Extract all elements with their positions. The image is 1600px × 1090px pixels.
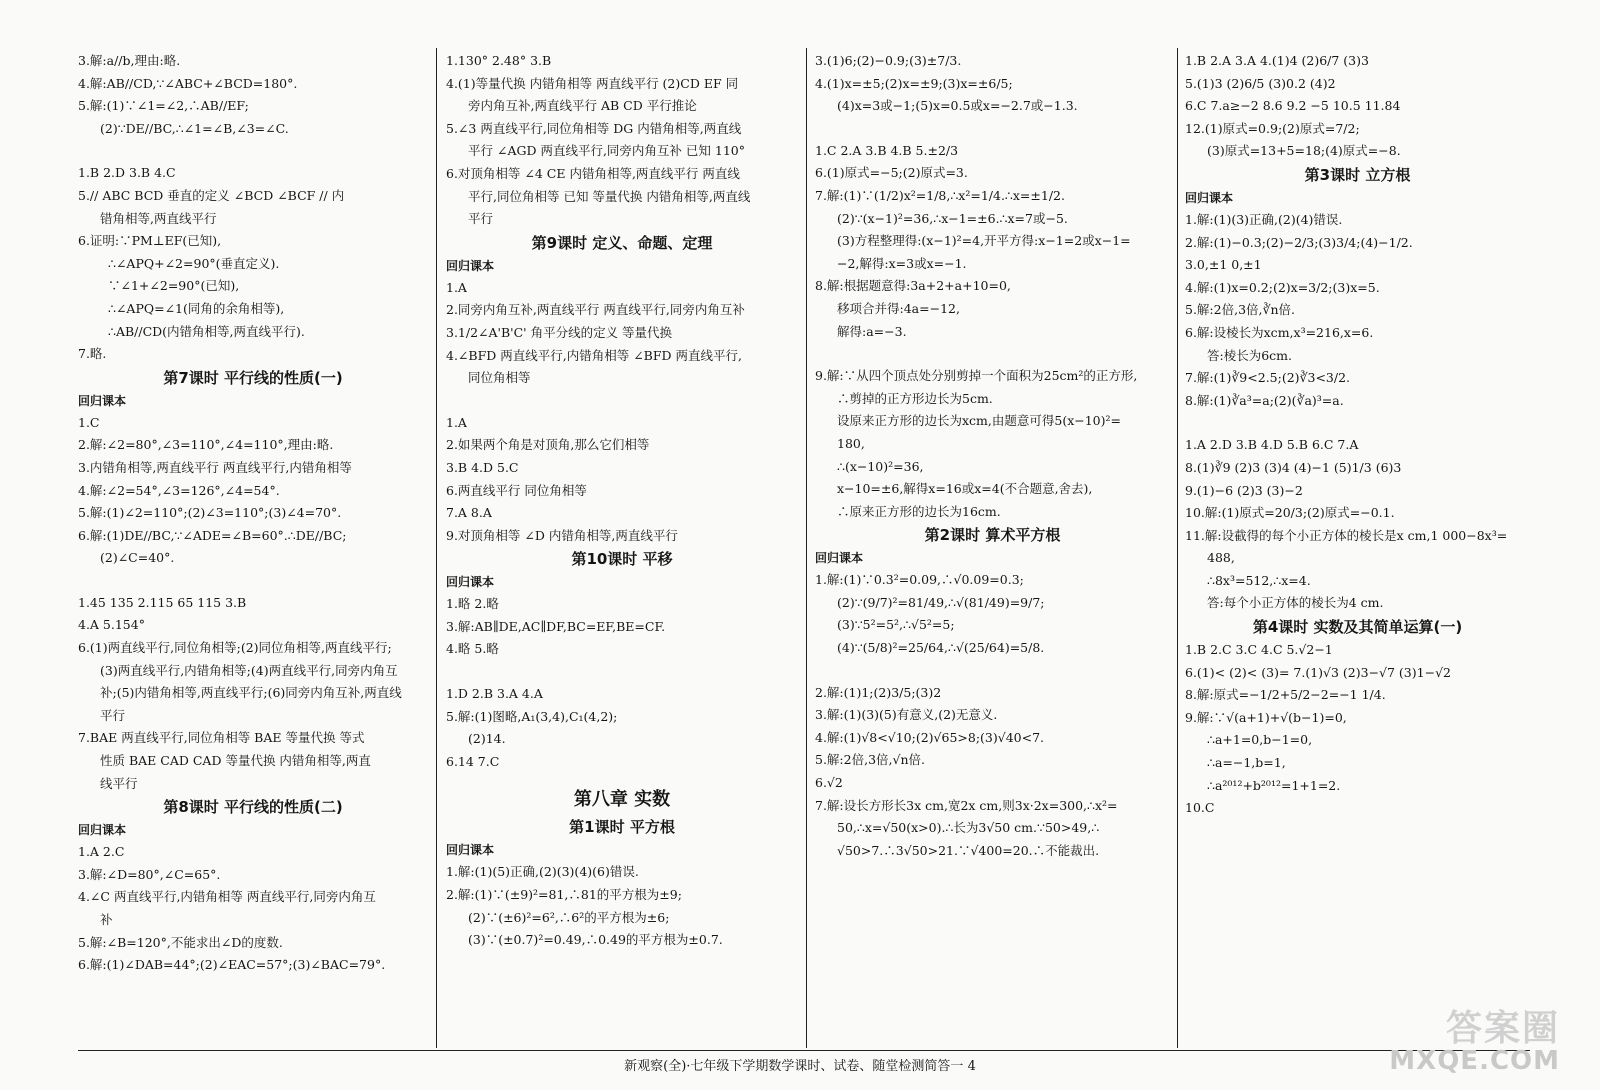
lesson-heading: 第7课时 平行线的性质(一) bbox=[163, 368, 343, 387]
answer-line: 1.B 2.D 3.B 4.C bbox=[78, 165, 176, 181]
spacer bbox=[1185, 412, 1530, 434]
answer-line: 7.解:设长方形长3x cm,宽2x cm,则3x·2x=300,∴x²= bbox=[815, 797, 1118, 813]
answer-line: 移项合并得:4a=−12, bbox=[837, 300, 960, 316]
answer-line: 解得:a=−3. bbox=[837, 323, 907, 339]
spacer bbox=[815, 660, 1170, 682]
answer-line: 3.解:∠D=80°,∠C=65°. bbox=[78, 866, 221, 882]
lesson-heading: 第3课时 立方根 bbox=[1304, 165, 1411, 184]
answer-line: 设原来正方形的边长为xcm,由题意可得5(x−10)²= bbox=[837, 413, 1121, 429]
answer-line: 1.A bbox=[446, 414, 467, 430]
section-label: 回归课本 bbox=[446, 843, 495, 858]
answer-line: 4.∠BFD 两直线平行,内错角相等 ∠BFD 两直线平行, bbox=[446, 347, 743, 363]
answer-line: 3.内错角相等,两直线平行 两直线平行,内错角相等 bbox=[78, 459, 352, 475]
answer-line: 5.(1)3 (2)6/5 (3)0.2 (4)2 bbox=[1185, 75, 1336, 91]
answer-line: 4.(1)等量代换 内错角相等 两直线平行 (2)CD EF 同 bbox=[446, 75, 739, 91]
lesson-heading: 第9课时 定义、命题、定理 bbox=[531, 233, 713, 252]
answer-line: 1.略 2.略 bbox=[446, 596, 499, 612]
answer-line: 4.∠C 两直线平行,内错角相等 两直线平行,同旁内角互 bbox=[78, 889, 376, 905]
answer-line: ∴a=−1,b=1, bbox=[1207, 755, 1286, 771]
answer-line: 答:每个小正方体的棱长为4 cm. bbox=[1207, 595, 1384, 611]
answer-line: (2)∵(9/7)²=81/49,∴√(81/49)=9/7; bbox=[837, 594, 1045, 610]
section-label: 回归课本 bbox=[446, 258, 495, 273]
answer-line: 6.√2 bbox=[815, 775, 843, 791]
answer-line: ∴(x−10)²=36, bbox=[837, 458, 924, 474]
answer-line: 2.解:(1)−0.3;(2)−2/3;(3)3/4;(4)−1/2. bbox=[1185, 234, 1413, 250]
answer-line: 5.解:(1)∵∠1=∠2,∴AB//EF; bbox=[78, 98, 249, 114]
answer-line: 7.略. bbox=[78, 346, 107, 362]
answer-line: 2.解:∠2=80°,∠3=110°,∠4=110°,理由:略. bbox=[78, 437, 334, 453]
lesson-heading: 第10课时 平移 bbox=[571, 550, 673, 569]
answer-line: x−10=±6,解得x=16或x=4(不合题意,舍去), bbox=[837, 481, 1093, 497]
answer-line: 1.A 2.C bbox=[78, 844, 125, 860]
answer-line: 50,∴x=√50(x>0).∴长为3√50 cm.∵50>49,∴ bbox=[837, 820, 1100, 836]
answer-line: 5.解:2倍,3倍,√n倍. bbox=[815, 752, 925, 768]
answer-line: (2)∵(x−1)²=36,∴x−1=±6.∴x=7或−5. bbox=[837, 210, 1068, 226]
answer-line: 平行 bbox=[468, 211, 494, 227]
answer-line: 3.(1)6;(2)−0.9;(3)±7/3. bbox=[815, 53, 962, 68]
answer-line: 6.两直线平行 同位角相等 bbox=[446, 482, 587, 498]
answer-line: 1.解:(1)(3)正确,(2)(4)错误. bbox=[1185, 211, 1343, 227]
answer-line: 3.1/2∠A'B'C' 角平分线的定义 等量代换 bbox=[446, 324, 673, 340]
answer-line: 1.A 2.D 3.B 4.D 5.B 6.C 7.A bbox=[1185, 437, 1359, 453]
answer-line: 9.解:∵从四个顶点处分别剪掉一个面积为25cm²的正方形, bbox=[815, 368, 1138, 384]
answer-line: 9.解:∵√(a+1)+√(b−1)=0, bbox=[1185, 709, 1347, 725]
answer-line: 平行 ∠AGD 两直线平行,同旁内角互补 已知 110° bbox=[468, 143, 745, 159]
answer-line: ∴∠APQ+∠2=90°(垂直定义). bbox=[108, 255, 280, 271]
column-2 bbox=[446, 50, 798, 1045]
answer-line: 4.A 5.154° bbox=[78, 617, 145, 633]
answer-line: 5.// ABC BCD 垂直的定义 ∠BCD ∠BCF // 内 bbox=[78, 187, 345, 203]
answer-line: ∵∠1+∠2=90°(已知), bbox=[108, 278, 240, 294]
answer-line: 4.解:AB//CD,∵∠ABC+∠BCD=180°. bbox=[78, 75, 298, 91]
page-footer: 新观察(全)·七年级下学期数学课时、试卷、随堂检测简答一 4 bbox=[624, 1059, 976, 1074]
answer-line: ∴AB//CD(内错角相等,两直线平行). bbox=[108, 323, 305, 339]
answer-line: 线平行 bbox=[100, 775, 138, 791]
answer-line: 10.解:(1)原式=20/3;(2)原式=−0.1. bbox=[1185, 505, 1395, 521]
answer-line: 488, bbox=[1207, 550, 1235, 566]
answer-line: ∴∠APQ=∠1(同角的余角相等), bbox=[108, 300, 285, 316]
answer-line: 9.对顶角相等 ∠D 内错角相等,两直线平行 bbox=[446, 527, 678, 543]
answer-line: 7.解:(1)∛9<2.5;(2)∛3<3/2. bbox=[1185, 370, 1351, 386]
spacer bbox=[815, 343, 1170, 365]
answer-line: 7.BAE 两直线平行,同位角相等 BAE 等量代换 等式 bbox=[78, 730, 365, 746]
answer-line: 答:棱长为6cm. bbox=[1207, 347, 1292, 363]
watermark-logo: 答案圈 bbox=[1445, 1008, 1560, 1049]
answer-line: 4.解:∠2=54°,∠3=126°,∠4=54°. bbox=[78, 482, 280, 498]
answer-line: 8.解:原式=−1/2+5/2−2=−1 1/4. bbox=[1185, 687, 1386, 703]
answer-line: 3.0,±1 0,±1 bbox=[1185, 257, 1262, 273]
spacer bbox=[78, 570, 428, 592]
answer-line: ∴原来正方形的边长为16cm. bbox=[837, 503, 1001, 519]
answer-line: 4.解:(1)√8<√10;(2)√65>8;(3)√40<7. bbox=[815, 729, 1045, 745]
answer-line: ∴剪掉的正方形边长为5cm. bbox=[837, 390, 993, 406]
answer-line: 1.45 135 2.115 65 115 3.B bbox=[78, 594, 247, 610]
answer-line: (3)∵(±0.7)²=0.49,∴0.49的平方根为±0.7. bbox=[468, 932, 723, 948]
answer-line: 错角相等,两直线平行 bbox=[100, 210, 217, 226]
spacer bbox=[446, 773, 798, 785]
column-1 bbox=[78, 50, 428, 1045]
answer-line: 10.C bbox=[1185, 800, 1215, 816]
column-divider bbox=[806, 48, 807, 1048]
answer-line: 3.解:a//b,理由:略. bbox=[78, 53, 181, 68]
answer-line: (4)∵(5/8)²=25/64,∴√(25/64)=5/8. bbox=[837, 640, 1045, 656]
answer-line: 6.解:(1)∠DAB=44°;(2)∠EAC=57°;(3)∠BAC=79°. bbox=[78, 957, 386, 973]
answer-line: 1.A bbox=[446, 279, 467, 295]
answer-line: 1.B 2.A 3.A 4.(1)4 (2)6/7 (3)3 bbox=[1185, 53, 1369, 68]
answer-line: 2.如果两个角是对顶角,那么它们相等 bbox=[446, 437, 650, 453]
answer-line: (3)方程整理得:(x−1)²=4,开平方得:x−1=2或x−1= bbox=[837, 233, 1131, 249]
answer-line: 6.证明:∵PM⊥EF(已知), bbox=[78, 233, 222, 249]
answer-line: (3)两直线平行,内错角相等;(4)两直线平行,同旁内角互 bbox=[100, 662, 398, 678]
answer-line: 7.A 8.A bbox=[446, 505, 492, 521]
answer-line: 6.14 7.C bbox=[446, 753, 500, 769]
answer-line: 5.解:(1)图略,A₁(3,4),C₁(4,2); bbox=[446, 708, 618, 724]
column-4 bbox=[1185, 50, 1530, 1045]
answer-line: ∴a+1=0,b−1=0, bbox=[1207, 732, 1313, 748]
spacer bbox=[446, 390, 798, 412]
answer-line: 4.解:(1)x=0.2;(2)x=3/2;(3)x=5. bbox=[1185, 279, 1380, 295]
answer-line: 3.解:(1)(3)(5)有意义,(2)无意义. bbox=[815, 707, 998, 723]
answer-line: 12.(1)原式=0.9;(2)原式=7/2; bbox=[1185, 120, 1360, 136]
answer-line: (2)∠C=40°. bbox=[100, 550, 175, 566]
answer-line: (3)∵5²=5²,∴√5²=5; bbox=[837, 617, 955, 633]
answer-line: 11.解:设截得的每个小正方体的棱长是x cm,1 000−8x³= bbox=[1185, 527, 1508, 543]
answer-line: 7.解:(1)∵(1/2)x²=1/8,∴x²=1/4.∴x=±1/2. bbox=[815, 187, 1065, 203]
answer-line: 1.130° 2.48° 3.B bbox=[446, 53, 552, 68]
spacer bbox=[815, 118, 1170, 140]
answer-line: 补 bbox=[100, 912, 113, 927]
answer-line: 2.解:(1)1;(2)3/5;(3)2 bbox=[815, 684, 942, 700]
column-divider bbox=[436, 48, 437, 1048]
answer-line: 3.解:AB∥DE,AC∥DF,BC=EF,BE=CF. bbox=[446, 618, 666, 634]
answer-line: 8.解:(1)∛a³=a;(2)(∛a)³=a. bbox=[1185, 392, 1344, 408]
answer-line: 5.解:∠B=120°,不能求出∠D的度数. bbox=[78, 934, 283, 950]
chapter-title: 第八章 实数 bbox=[573, 789, 671, 811]
answer-line: √50>7.∴3√50>21.∵√400=20.∴不能裁出. bbox=[837, 842, 1100, 858]
section-label: 回归课本 bbox=[815, 551, 864, 566]
answer-line: 5.解:2倍,3倍,∛n倍. bbox=[1185, 302, 1295, 318]
answer-line: 1.D 2.B 3.A 4.A bbox=[446, 686, 543, 702]
answer-line: 1.解:(1)∵0.3²=0.09,∴√0.09=0.3; bbox=[815, 572, 1024, 588]
section-label: 回归课本 bbox=[78, 823, 127, 838]
watermark-url: MXQE.COM bbox=[1389, 1046, 1560, 1076]
answer-line: 补;(5)内错角相等,两直线平行;(6)同旁内角互补,两直线 bbox=[100, 685, 402, 701]
answer-line: 同位角相等 bbox=[468, 370, 531, 386]
answer-line: 5.∠3 两直线平行,同位角相等 DG 内错角相等,两直线 bbox=[446, 120, 742, 136]
lesson-heading: 第1课时 平方根 bbox=[569, 818, 675, 837]
answer-line: 2.解:(1)∵(±9)²=81,∴81的平方根为±9; bbox=[446, 887, 682, 903]
answer-line: 6.对顶角相等 ∠4 CE 内错角相等,两直线平行 两直线 bbox=[446, 165, 740, 181]
answer-line: 9.(1)−6 (2)3 (3)−2 bbox=[1185, 482, 1303, 498]
answer-line: 6.(1)两直线平行,同位角相等;(2)同位角相等,两直线平行; bbox=[78, 640, 392, 656]
spacer bbox=[78, 140, 428, 162]
answer-line: 5.解:(1)∠2=110°;(2)∠3=110°;(3)∠4=70°. bbox=[78, 505, 342, 521]
answer-line: 3.B 4.D 5.C bbox=[446, 459, 519, 475]
answer-line: 旁内角互补,两直线平行 AB CD 平行推论 bbox=[468, 98, 697, 114]
answer-line: ∴a²⁰¹²+b²⁰¹²=1+1=2. bbox=[1207, 777, 1341, 793]
answer-line: (3)原式=13+5=18;(4)原式=−8. bbox=[1207, 143, 1401, 159]
spacer bbox=[446, 661, 798, 683]
answer-line: 1.C bbox=[78, 414, 100, 430]
answer-line: 6.解:(1)DE//BC,∵∠ADE=∠B=60°.∴DE//BC; bbox=[78, 527, 347, 543]
section-label: 回归课本 bbox=[78, 393, 127, 408]
answer-line: (2)∵DE//BC,∴∠1=∠B,∠3=∠C. bbox=[100, 120, 289, 136]
answer-line: 8.(1)∛9 (2)3 (3)4 (4)−1 (5)1/3 (6)3 bbox=[1185, 459, 1402, 475]
answer-line: 平行 bbox=[100, 707, 126, 723]
answer-line: 2.同旁内角互补,两直线平行 两直线平行,同旁内角互补 bbox=[446, 302, 745, 318]
answer-line: 4.略 5.略 bbox=[446, 641, 499, 657]
answer-line: ∴8x³=512,∴x=4. bbox=[1207, 572, 1311, 588]
answer-line: 4.(1)x=±5;(2)x=±9;(3)x=±6/5; bbox=[815, 75, 1013, 91]
answer-line: 6.解:设棱长为xcm,x³=216,x=6. bbox=[1185, 324, 1374, 340]
answer-line: 6.(1)原式=−5;(2)原式=3. bbox=[815, 165, 968, 181]
answer-line: (2)∵(±6)²=6²,∴6²的平方根为±6; bbox=[468, 909, 670, 925]
answer-line: 180, bbox=[837, 435, 865, 451]
answer-line: 6.(1)< (2)< (3)= 7.(1)√3 (2)3−√7 (3)1−√2 bbox=[1185, 664, 1451, 680]
answer-line: 1.C 2.A 3.B 4.B 5.±2/3 bbox=[815, 142, 959, 158]
answer-line: 8.解:根据题意得:3a+2+a+10=0, bbox=[815, 278, 1011, 294]
answer-line: 1.解:(1)(5)正确,(2)(3)(4)(6)错误. bbox=[446, 864, 639, 880]
section-label: 回归课本 bbox=[1185, 190, 1234, 205]
answer-line: (4)x=3或−1;(5)x=0.5或x=−2.7或−1.3. bbox=[837, 98, 1078, 114]
answer-line: (2)14. bbox=[468, 731, 506, 747]
lesson-heading: 第4课时 实数及其简单运算(一) bbox=[1252, 618, 1463, 637]
section-label: 回归课本 bbox=[446, 575, 495, 590]
answer-line: −2,解得:x=3或x=−1. bbox=[837, 255, 967, 271]
answer-line: 平行,同位角相等 已知 等量代换 内错角相等,两直线 bbox=[468, 188, 751, 204]
column-divider bbox=[1177, 48, 1178, 1048]
answer-line: 1.B 2.C 3.C 4.C 5.√2−1 bbox=[1185, 642, 1333, 658]
footer-rule bbox=[78, 1050, 1530, 1051]
column-3 bbox=[815, 50, 1170, 1045]
answer-line: 性质 BAE CAD CAD 等量代换 内错角相等,两直 bbox=[100, 753, 371, 769]
lesson-heading: 第8课时 平行线的性质(二) bbox=[163, 798, 343, 817]
answer-line: 6.C 7.a≥−2 8.6 9.2 −5 10.5 11.84 bbox=[1185, 98, 1401, 114]
lesson-heading: 第2课时 算术平方根 bbox=[924, 526, 1061, 545]
